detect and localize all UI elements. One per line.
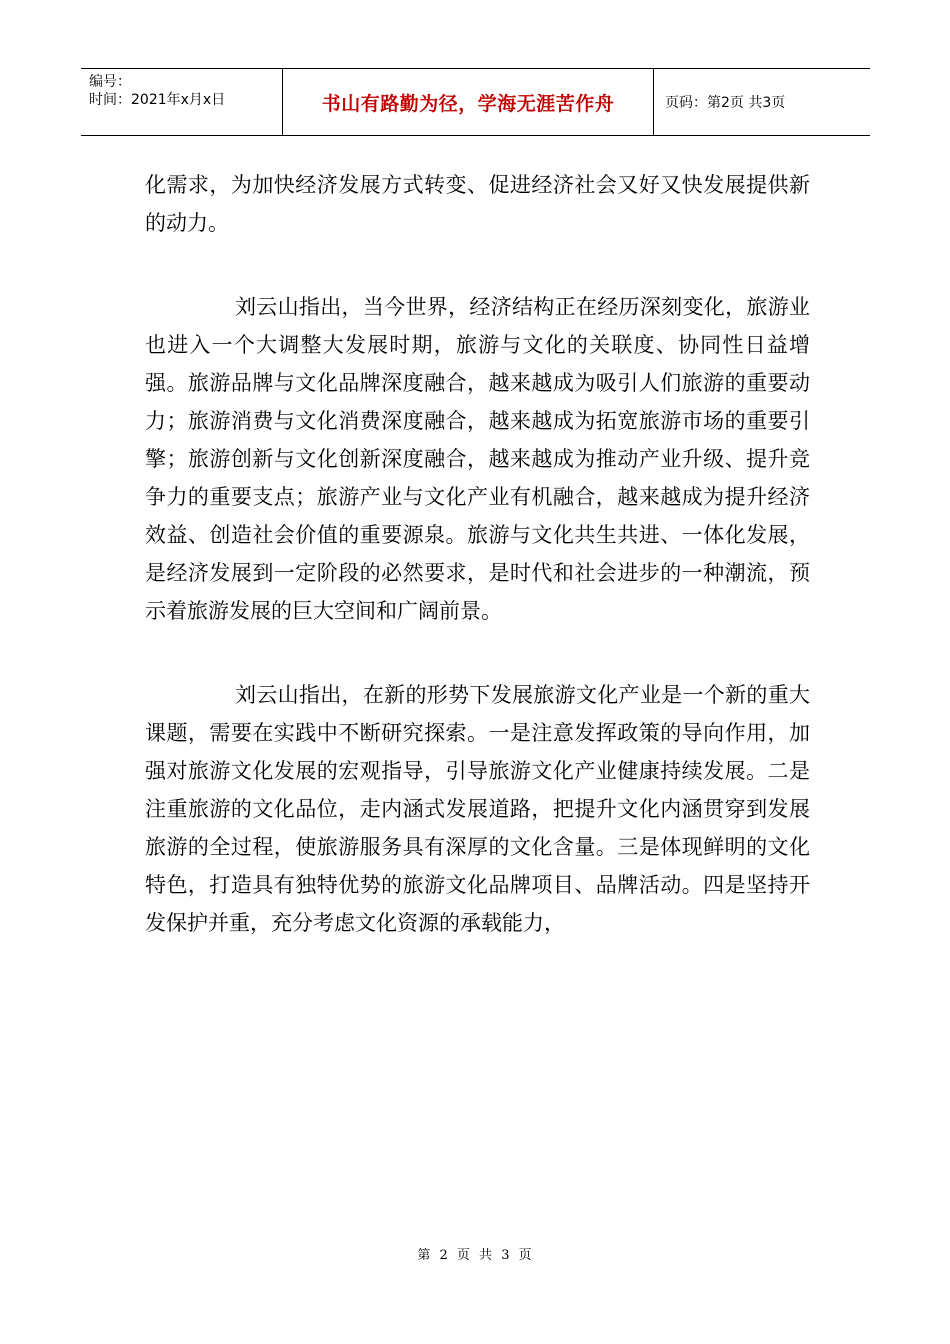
header-info-cell xyxy=(81,69,283,135)
header-motto-cell xyxy=(283,69,654,135)
header-page-cell xyxy=(654,69,870,135)
doc-number-label: 编号： xyxy=(89,74,131,90)
footer-page-indicator: 第 2 页 共 3 页 xyxy=(417,1248,533,1263)
paragraph: 刘云山指出，在新的形势下发展旅游文化产业是一个新的重大课题，需要在实践中不断研究探索。一是注意发挥政策的导向作用，加强对旅游文化发展的宏观指导，引导旅游文化产业健康持续发展。二是注重旅游的文化品位，走内涵式发展道路，把提升文化内涵贯穿到发展旅游的全过程，使旅游服务具有深厚的文化含量。三是体现鲜明的文化特色，打造具有独特优势的旅游文化品牌项目、品牌活动。四是坚持开发保护并重，充分考虑文化资源的承载能力， xyxy=(145,683,810,935)
paragraph-continuation: 化需求，为加快经济发展方式转变、促进经济社会又好又快发展提供新的动力。 xyxy=(145,173,810,235)
paragraph: 刘云山指出，当今世界，经济结构正在经历深刻变化，旅游业也进入一个大调整大发展时期，旅游与文化的关联度、协同性日益增强。旅游品牌与文化品牌深度融合，越来越成为吸引人们旅游的重要动力；旅游消费与文化消费深度融合，越来越成为拓宽旅游市场的重要引擎；旅游创新与文化创新深度融合，越来越成为推动产业升级、提升竞争力的重要支点；旅游产业与文化产业有机融合，越来越成为提升经济效益、创造社会价值的重要源泉。旅游与文化共生共进、一体化发展，是经济发展到一定阶段的必然要求，是时代和社会进步的一种潮流，预示着旅游发展的巨大空间和广阔前景。 xyxy=(145,295,810,623)
page-header xyxy=(81,68,870,136)
date-line: 时间：2021年x月x日 xyxy=(89,92,226,108)
page-footer xyxy=(0,1244,950,1263)
header-page-code: 页码：第2页 共3页 xyxy=(665,95,786,111)
document-body xyxy=(145,166,810,942)
header-motto: 书山有路勤为径，学海无涯苦作舟 xyxy=(321,92,615,115)
